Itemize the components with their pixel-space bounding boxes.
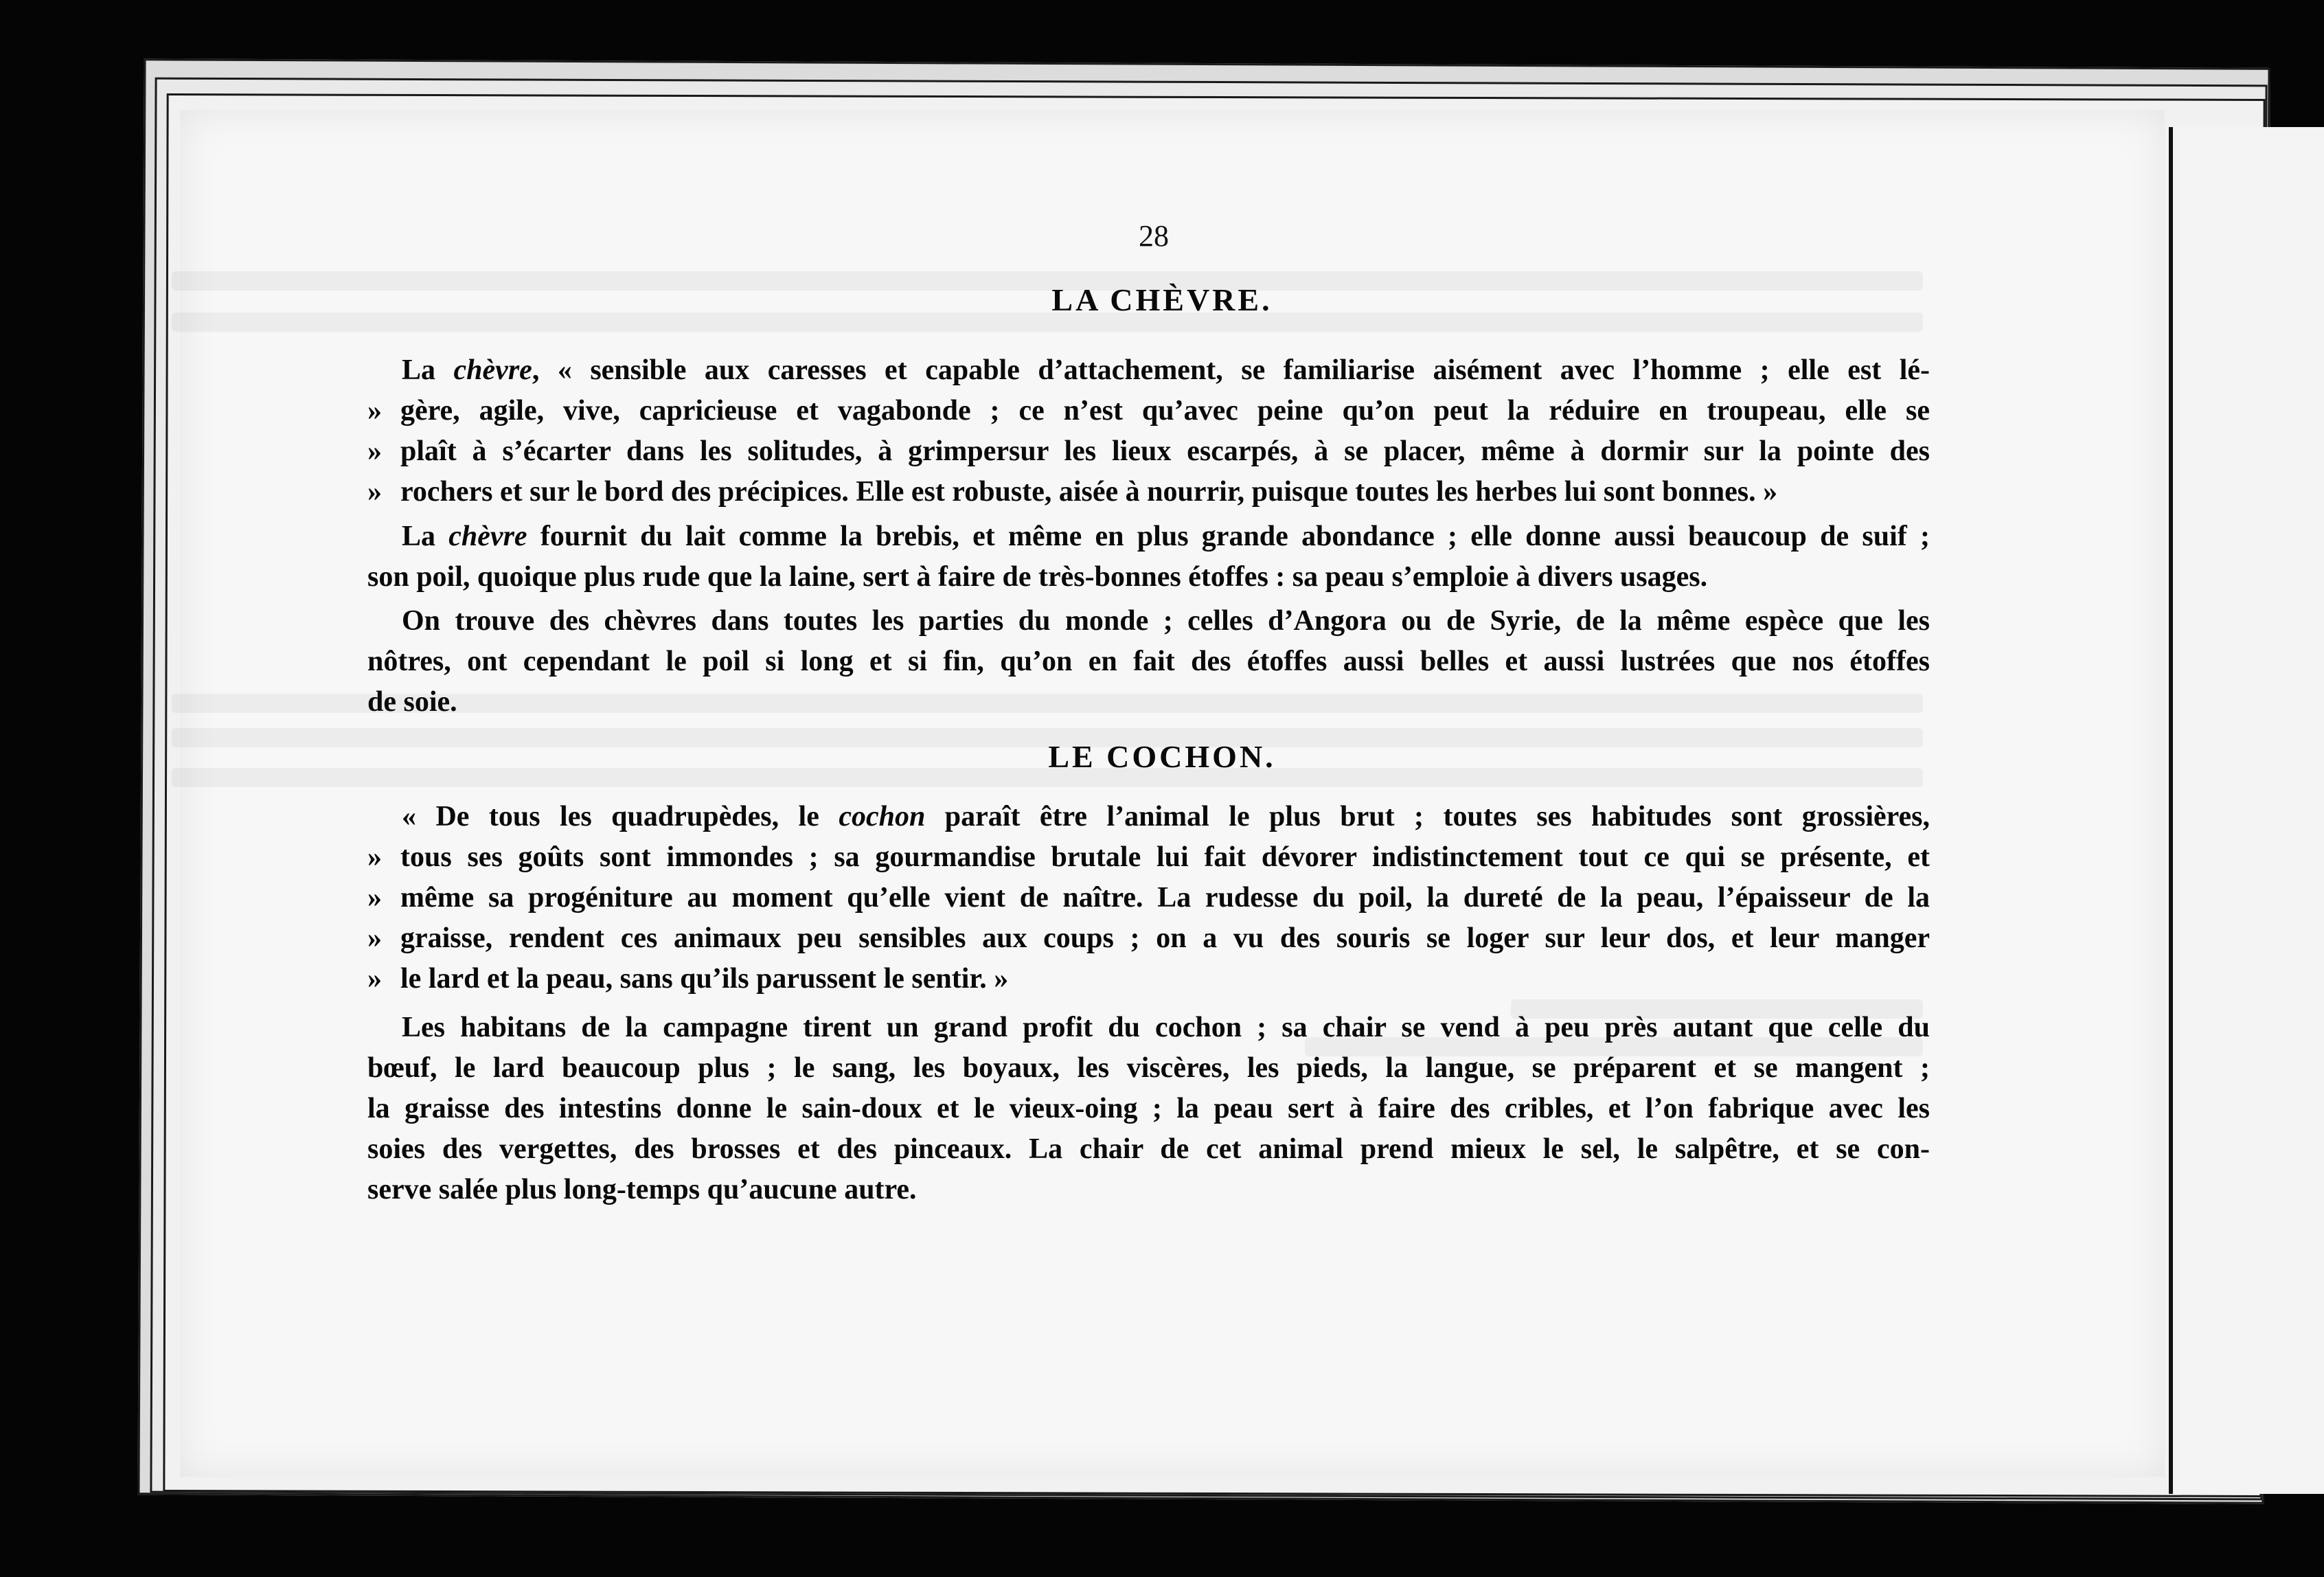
text-line: » rochers et sur le bord des précipices. Elle est robuste, aisée à nourrir, puisque toutes les herbes lui sont bonnes. »	[367, 476, 1778, 508]
text-line: » même sa progéniture au moment qu’elle vient de naître. La rudesse du poil, la dureté de la peau, l’épaisseur de la	[367, 882, 1930, 914]
paragraph-chevre-quote	[367, 350, 1930, 512]
page-number: 28	[1139, 219, 1169, 253]
text-line: nôtres, ont cependant le poil si long et si fin, qu’on en fait des étoffes aussi belles et aussi lustrées que nos étoffes	[367, 646, 1930, 677]
paragraph-cochon-quote	[367, 797, 1930, 999]
text-line: La chèvre, « sensible aux caresses et capable d’attachement, se familiarise aisément avec l’homme ; elle est lé-	[402, 354, 1930, 386]
section-title-chevre: LA CHÈVRE.	[1051, 282, 1273, 317]
text-line: la graisse des intestins donne le sain-doux et le vieux-oing ; la peau sert à faire des cribles, et l’on fabrique avec les	[367, 1093, 1930, 1124]
text-line: de soie.	[367, 686, 457, 718]
text-line: » gère, agile, vive, capricieuse et vagabonde ; ce n’est qu’avec peine qu’on peut la réduire en troupeau, elle se	[367, 395, 1930, 427]
text-line: » plaît à s’écarter dans les solitudes, à grimpersur les lieux escarpés, à se placer, même à dormir sur la pointe des	[367, 435, 1930, 467]
paragraph-cochon-profit	[367, 1008, 1930, 1210]
text-line: Les habitans de la campagne tirent un grand profit du cochon ; sa chair se vend à peu près autant que celle du	[402, 1012, 1930, 1043]
text-line: La chèvre fournit du lait comme la brebis, et même en plus grande abondance ; elle donne aussi beaucoup de suif ;	[402, 521, 1930, 552]
text-line: son poil, quoique plus rude que la laine, sert à faire de très-bonnes étoffes : sa peau s’emploie à divers usages.	[367, 561, 1708, 593]
text-line: bœuf, le lard beaucoup plus ; le sang, les boyaux, les viscères, les pieds, la langue, se préparent et se mangent ;	[367, 1052, 1930, 1084]
text-line: » le lard et la peau, sans qu’ils parussent le sentir. »	[367, 963, 1009, 995]
next-page-edge	[2169, 127, 2324, 1494]
text-line: » tous ses goûts sont immondes ; sa gourmandise brutale lui fait dévorer indistinctement tout ce qui se présente, et	[367, 841, 1930, 873]
paragraph-chevre-milk	[367, 517, 1930, 598]
text-line: serve salée plus long-temps qu’aucune autre.	[367, 1174, 917, 1205]
paragraph-chevre-angora	[367, 601, 1930, 723]
text-line: » graisse, rendent ces animaux peu sensibles aux coups ; on a vu des souris se loger sur leur dos, et leur manger	[367, 922, 1930, 954]
text-line: soies des vergettes, des brosses et des pinceaux. La chair de cet animal prend mieux le sel, le salpêtre, et se con-	[367, 1133, 1930, 1165]
text-line: On trouve des chèvres dans toutes les parties du monde ; celles d’Angora ou de Syrie, de la même espèce que les	[402, 605, 1930, 637]
text-line: « De tous les quadrupèdes, le cochon paraît être l’animal le plus brut ; toutes ses habitudes sont grossières,	[402, 801, 1930, 832]
section-title-cochon: LE COCHON.	[1048, 739, 1276, 774]
